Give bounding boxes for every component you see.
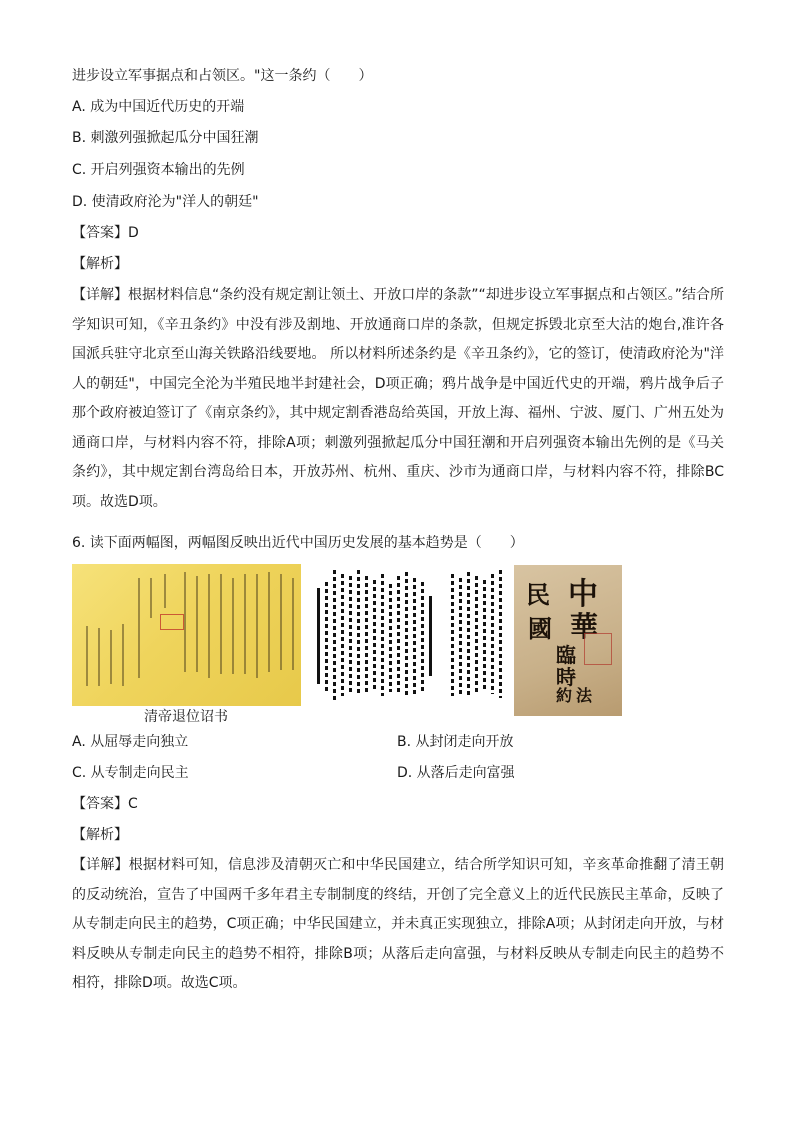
cover-char-shi: 時 xyxy=(556,665,576,689)
cover-char-lin: 臨 xyxy=(556,643,576,667)
q5-detail: 【详解】根据材料信息“条约没有规定割让领土、开放口岸的条款”“却进步设立军事据点和占领区。”结合所学知识可知，《辛丑条约》中没有涉及割地、开放通商口岸的条款，但规定拆毁北京至大沽的炮台,准许各国派兵驻守北京至山海关铁路沿线要地。 所以材料所述条约是《辛丑条约》，它的签订，使清政府沦为"洋人的朝廷"，中国完全沦为半殖民地半封建社会，D项正确；鸦片战争是中国近代史的开端，鸦片战争后子那个政府被迫签订了《南京条约》，其中规定割香港岛给英国，开放上海、福州、宁波、厦门、广州五处为通商口岸，与材料内容不符，排除A项；刺激列强掀起瓜分中国狂潮和开启列强资本输出先例的是《马关条约》，其中规定割台湾岛给日本，开放苏州、杭州、重庆、沙市为通商口岸，与材料内容不符，排除BC项。故选D项。 xyxy=(72,287,725,510)
abdication-edict-image xyxy=(72,564,301,706)
cover-char-guo: 國 xyxy=(528,614,552,643)
q6-figure xyxy=(72,562,624,725)
cover-char-hua: 華 xyxy=(570,610,599,643)
q6-option-b: B. 从封闭走向开放 xyxy=(397,734,514,750)
q5-answer: 【答案】D xyxy=(72,225,139,241)
cover-char-min: 民 xyxy=(526,580,550,609)
q5-stem-tail: 进步设立军事据点和占领区。"这一条约（ ） xyxy=(72,68,373,84)
q6-option-a: A. 从屈辱走向独立 xyxy=(72,734,189,750)
q6-answer: 【答案】C xyxy=(72,796,138,812)
cover-char-fa: 法 xyxy=(576,686,593,705)
red-seal-stamp xyxy=(584,633,612,665)
cover-char-yue: 約 xyxy=(556,686,573,705)
provisional-constitution-cover-image xyxy=(514,565,622,716)
q5-option-b: B. 刺激列强掀起瓜分中国狂潮 xyxy=(72,130,259,146)
q6-option-c: C. 从专制走向民主 xyxy=(72,765,189,781)
q6-option-d: D. 从落后走向富强 xyxy=(397,765,515,781)
abdication-edict-caption: 清帝退位诏书 xyxy=(144,709,228,725)
q5-option-d: D. 使清政府沦为"洋人的朝廷" xyxy=(72,194,259,210)
cover-char-zhong: 中 xyxy=(568,577,598,612)
q5-option-a: A. 成为中国近代历史的开端 xyxy=(72,99,245,115)
q5-analysis-label: 【解析】 xyxy=(72,256,128,272)
q6-stem: 6. 读下面两幅图，两幅图反映出近代中国历史发展的基本趋势是（ ） xyxy=(72,535,524,551)
q6-detail: 【详解】根据材料可知，信息涉及清朝灭亡和中华民国建立，结合所学知识可知，辛亥革命推翻了清王朝的反动统治，宣告了中国两千多年君主专制制度的终结，开创了完全意义上的近代民族民主革命，反映了从专制走向民主的趋势，C项正确；中华民国建立，并未真正实现独立，排除A项；从封闭走向开放，与材料反映从专制走向民主的趋势不相符，排除B项；从落后走向富强，与材料反映从专制走向民主的趋势不相符，排除D项。故选C项。 xyxy=(72,857,724,991)
q6-analysis-label: 【解析】 xyxy=(72,827,128,843)
q5-option-c: C. 开启列强资本输出的先例 xyxy=(72,162,245,178)
provisional-constitution-text-image xyxy=(313,566,506,714)
